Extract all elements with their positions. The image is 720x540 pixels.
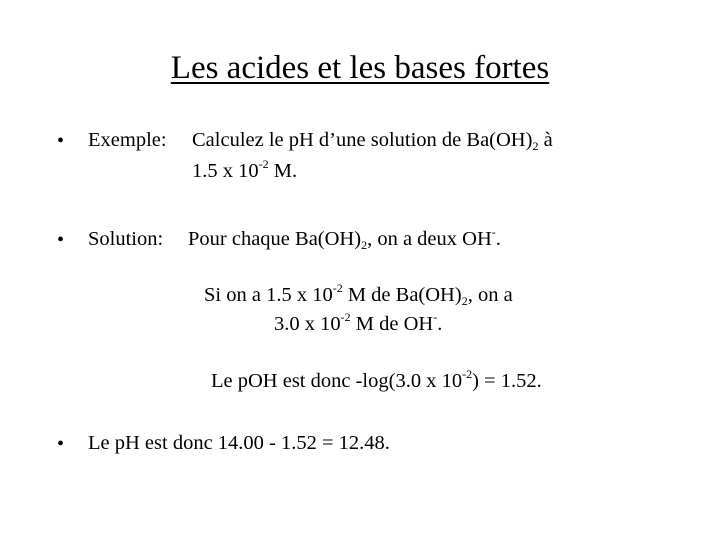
slide-title xyxy=(0,52,720,85)
step1-line-2: 3.0 x $10^{-2}$ M de OH-. xyxy=(274,310,443,335)
bullet-example: • xyxy=(57,130,65,152)
bullet-solution: • xyxy=(57,229,65,251)
solution-label: Solution: xyxy=(88,228,164,250)
solution-text: Pour chaque $Ba(OH)_2$, on a deux OH-. xyxy=(188,225,501,252)
example-label: Exemple: xyxy=(88,129,167,151)
bullet-conclusion: • xyxy=(57,433,65,455)
slide-title-text: Les acides et les bases fortes xyxy=(170,50,550,86)
example-line-2: 1.5 x $10^{-2}$ M. xyxy=(192,157,298,182)
example-line-1: Calculez le pH d’une solution de $Ba(OH)_2$ à xyxy=(192,129,553,153)
conclusion-text: Le pH est donc 14.00 - 1.52 = 12.48. xyxy=(88,432,390,454)
step2-line: Le pOH est donc -log(3.0 x $10^{-2}) = 1.52$. xyxy=(211,367,542,392)
step1-line-1: Si on a 1.5 x $10^{-2}$ M de $Ba(OH)_2$, on a xyxy=(204,281,513,308)
